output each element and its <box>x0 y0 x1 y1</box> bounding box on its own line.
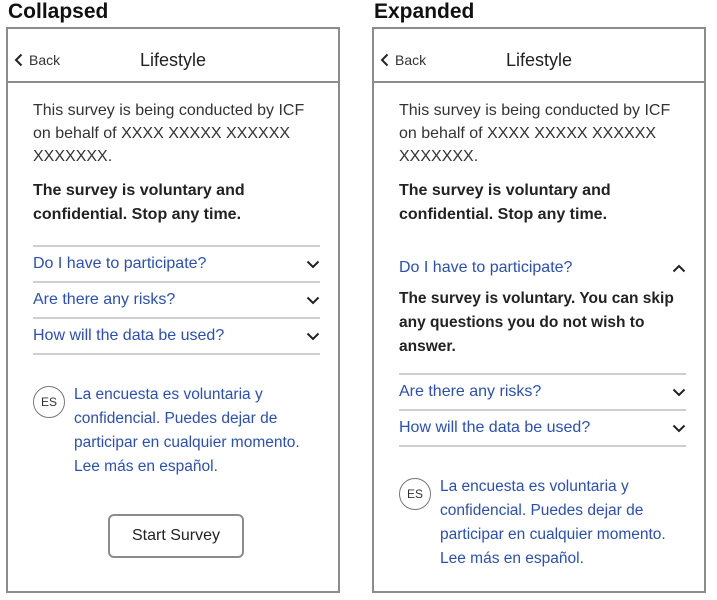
faq-item-participate <box>33 245 320 281</box>
chevron-down-icon <box>672 388 686 397</box>
faq-toggle-risks[interactable] <box>399 375 686 409</box>
expanded-screen <box>372 27 706 593</box>
faq-question: Do I have to participate? <box>399 259 573 276</box>
faq-question: Do I have to participate? <box>33 255 207 272</box>
faq-item-participate <box>399 251 686 373</box>
start-survey-button[interactable]: Start Survey <box>108 514 244 558</box>
chevron-down-icon <box>306 296 320 305</box>
faq-item-risks <box>33 281 320 317</box>
faq-item-risks <box>399 373 686 409</box>
faq-item-data-use <box>399 409 686 445</box>
faq-question: Are there any risks? <box>399 383 542 400</box>
faq-question: How will the data be used? <box>33 327 225 344</box>
screen-title: Lifestyle <box>139 50 207 70</box>
intro-text: This survey is being conducted by ICF on behalf of XXXX XXXXX XXXXXX XXXXXXX. <box>33 102 305 165</box>
chevron-down-icon <box>306 332 320 341</box>
faq-toggle-participate[interactable] <box>399 251 686 285</box>
faq-answer: The survey is voluntary. You can skip any questions you do not wish to answer. <box>399 290 674 355</box>
spanish-info <box>399 475 686 571</box>
screen-title: Lifestyle <box>505 50 573 70</box>
faq-toggle-data-use[interactable] <box>399 411 686 445</box>
language-badge: ES <box>33 386 65 418</box>
spanish-link[interactable]: La encuesta es voluntaria y confidencial. Puedes dejar de participar en cualquier momento. Lee más en español. <box>440 478 666 567</box>
back-label: Back <box>29 52 61 68</box>
spanish-link[interactable]: La encuesta es voluntaria y confidencial. Puedes dejar de participar en cualquier momento. Lee más en español. <box>74 386 300 475</box>
faq-toggle-risks[interactable] <box>33 283 320 317</box>
voluntary-note: The survey is voluntary and confidential. Stop any time. <box>399 182 611 223</box>
nav-bar <box>374 29 704 83</box>
survey-content <box>399 99 686 571</box>
voluntary-note: The survey is voluntary and confidential. Stop any time. <box>33 182 245 223</box>
faq-toggle-participate[interactable] <box>33 247 320 281</box>
chevron-down-icon <box>306 260 320 269</box>
survey-content <box>33 99 320 479</box>
back-label: Back <box>395 52 427 68</box>
expanded-label: Expanded <box>374 0 475 23</box>
faq-question: Are there any risks? <box>33 291 176 308</box>
collapsed-screen <box>6 27 340 593</box>
faq-toggle-data-use[interactable] <box>33 319 320 353</box>
collapsed-label: Collapsed <box>8 0 109 23</box>
language-badge: ES <box>399 478 431 510</box>
faq-list <box>33 245 320 355</box>
faq-item-data-use <box>33 317 320 353</box>
faq-question: How will the data be used? <box>399 419 591 436</box>
intro-text: This survey is being conducted by ICF on behalf of XXXX XXXXX XXXXXX XXXXXXX. <box>399 102 671 165</box>
chevron-up-icon <box>672 264 686 273</box>
nav-bar <box>8 29 338 83</box>
chevron-down-icon <box>672 424 686 433</box>
faq-list <box>399 251 686 447</box>
spanish-info <box>33 383 320 479</box>
